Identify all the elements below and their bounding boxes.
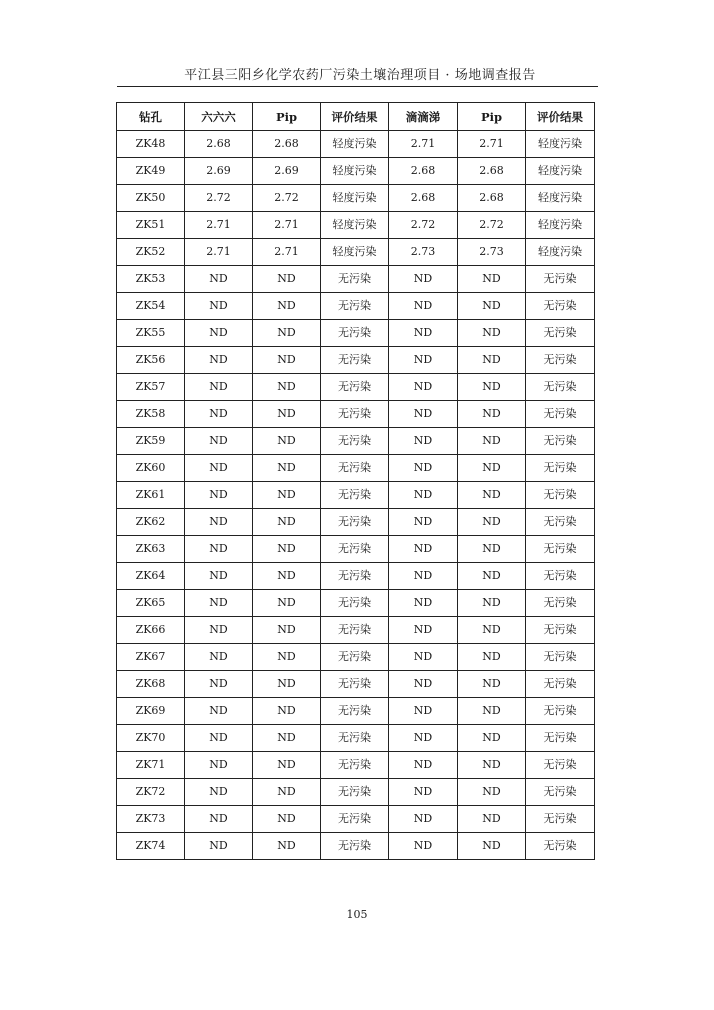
cell-ddt-pip: ND xyxy=(458,779,526,806)
cell-borehole-id: ZK74 xyxy=(117,833,185,860)
cell-borehole-id: ZK63 xyxy=(117,536,185,563)
cell-ddt-value: ND xyxy=(389,617,458,644)
cell-hch-pip: 2.71 xyxy=(253,239,321,266)
table-row xyxy=(117,752,595,779)
table-row xyxy=(117,131,595,158)
cell-borehole-id: ZK52 xyxy=(117,239,185,266)
cell-hch-pip: ND xyxy=(253,779,321,806)
cell-hch-value: ND xyxy=(185,725,253,752)
cell-hch-result: 无污染 xyxy=(321,779,389,806)
cell-ddt-result: 无污染 xyxy=(526,725,595,752)
cell-ddt-pip: ND xyxy=(458,482,526,509)
column-header-ddt: 滴滴涕 xyxy=(389,103,458,131)
cell-hch-pip: ND xyxy=(253,266,321,293)
cell-ddt-value: ND xyxy=(389,509,458,536)
cell-ddt-pip: ND xyxy=(458,752,526,779)
table-row xyxy=(117,536,595,563)
cell-ddt-value: ND xyxy=(389,482,458,509)
page-number: 105 xyxy=(346,908,368,921)
cell-ddt-result: 无污染 xyxy=(526,320,595,347)
table-row xyxy=(117,185,595,212)
cell-borehole-id: ZK71 xyxy=(117,752,185,779)
table-row xyxy=(117,779,595,806)
cell-ddt-value: 2.73 xyxy=(389,239,458,266)
cell-hch-pip: ND xyxy=(253,347,321,374)
cell-hch-result: 轻度污染 xyxy=(321,212,389,239)
cell-borehole-id: ZK69 xyxy=(117,698,185,725)
cell-hch-value: 2.69 xyxy=(185,158,253,185)
cell-borehole-id: ZK53 xyxy=(117,266,185,293)
cell-ddt-result: 无污染 xyxy=(526,455,595,482)
cell-ddt-result: 无污染 xyxy=(526,833,595,860)
cell-hch-pip: ND xyxy=(253,374,321,401)
cell-hch-value: ND xyxy=(185,617,253,644)
cell-hch-value: ND xyxy=(185,401,253,428)
table-row xyxy=(117,590,595,617)
table-body xyxy=(117,131,595,860)
cell-hch-value: ND xyxy=(185,347,253,374)
cell-ddt-result: 无污染 xyxy=(526,779,595,806)
cell-hch-pip: ND xyxy=(253,536,321,563)
cell-ddt-value: ND xyxy=(389,455,458,482)
table-row xyxy=(117,455,595,482)
cell-ddt-result: 无污染 xyxy=(526,563,595,590)
cell-ddt-value: ND xyxy=(389,320,458,347)
cell-hch-result: 轻度污染 xyxy=(321,239,389,266)
cell-ddt-value: ND xyxy=(389,833,458,860)
cell-ddt-value: ND xyxy=(389,563,458,590)
cell-ddt-result: 无污染 xyxy=(526,671,595,698)
cell-hch-result: 无污染 xyxy=(321,806,389,833)
cell-ddt-pip: ND xyxy=(458,590,526,617)
cell-hch-result: 无污染 xyxy=(321,320,389,347)
cell-ddt-pip: ND xyxy=(458,455,526,482)
cell-ddt-value: ND xyxy=(389,725,458,752)
cell-ddt-result: 无污染 xyxy=(526,536,595,563)
cell-ddt-pip: ND xyxy=(458,671,526,698)
cell-hch-pip: ND xyxy=(253,320,321,347)
soil-assessment-table xyxy=(116,102,595,860)
cell-hch-pip: ND xyxy=(253,428,321,455)
cell-ddt-pip: ND xyxy=(458,563,526,590)
cell-hch-pip: ND xyxy=(253,644,321,671)
cell-hch-result: 无污染 xyxy=(321,644,389,671)
table-header-row xyxy=(117,103,595,131)
cell-borehole-id: ZK59 xyxy=(117,428,185,455)
table-row xyxy=(117,725,595,752)
cell-hch-pip: ND xyxy=(253,752,321,779)
cell-ddt-result: 无污染 xyxy=(526,293,595,320)
table-row xyxy=(117,401,595,428)
cell-hch-value: ND xyxy=(185,428,253,455)
cell-hch-result: 无污染 xyxy=(321,563,389,590)
cell-ddt-result: 轻度污染 xyxy=(526,158,595,185)
cell-ddt-value: ND xyxy=(389,347,458,374)
cell-ddt-result: 无污染 xyxy=(526,698,595,725)
cell-ddt-pip: ND xyxy=(458,536,526,563)
cell-borehole-id: ZK73 xyxy=(117,806,185,833)
cell-hch-result: 无污染 xyxy=(321,752,389,779)
cell-borehole-id: ZK70 xyxy=(117,725,185,752)
cell-ddt-value: ND xyxy=(389,266,458,293)
cell-hch-pip: ND xyxy=(253,806,321,833)
cell-ddt-pip: 2.73 xyxy=(458,239,526,266)
table-row xyxy=(117,671,595,698)
cell-ddt-result: 无污染 xyxy=(526,752,595,779)
cell-hch-value: ND xyxy=(185,536,253,563)
column-header-pip-hch: Pip xyxy=(253,103,321,131)
cell-ddt-pip: ND xyxy=(458,293,526,320)
cell-hch-result: 无污染 xyxy=(321,509,389,536)
cell-hch-value: ND xyxy=(185,293,253,320)
cell-ddt-pip: ND xyxy=(458,374,526,401)
cell-borehole-id: ZK56 xyxy=(117,347,185,374)
cell-ddt-value: ND xyxy=(389,644,458,671)
cell-ddt-result: 无污染 xyxy=(526,509,595,536)
cell-hch-pip: 2.71 xyxy=(253,212,321,239)
table-row xyxy=(117,239,595,266)
cell-ddt-value: ND xyxy=(389,806,458,833)
cell-ddt-result: 轻度污染 xyxy=(526,185,595,212)
cell-ddt-result: 轻度污染 xyxy=(526,212,595,239)
cell-ddt-result: 无污染 xyxy=(526,266,595,293)
table-row xyxy=(117,617,595,644)
cell-hch-value: ND xyxy=(185,590,253,617)
cell-hch-result: 无污染 xyxy=(321,725,389,752)
cell-hch-result: 轻度污染 xyxy=(321,131,389,158)
table-row xyxy=(117,698,595,725)
table-row xyxy=(117,509,595,536)
cell-hch-result: 无污染 xyxy=(321,590,389,617)
cell-hch-result: 轻度污染 xyxy=(321,185,389,212)
cell-hch-result: 无污染 xyxy=(321,536,389,563)
cell-hch-pip: ND xyxy=(253,293,321,320)
cell-ddt-value: ND xyxy=(389,374,458,401)
column-header-result-hch: 评价结果 xyxy=(321,103,389,131)
cell-ddt-result: 无污染 xyxy=(526,806,595,833)
cell-ddt-pip: ND xyxy=(458,644,526,671)
cell-hch-value: ND xyxy=(185,563,253,590)
table-row xyxy=(117,320,595,347)
cell-ddt-result: 无污染 xyxy=(526,617,595,644)
cell-hch-value: ND xyxy=(185,455,253,482)
cell-borehole-id: ZK57 xyxy=(117,374,185,401)
cell-hch-pip: ND xyxy=(253,482,321,509)
cell-hch-value: ND xyxy=(185,752,253,779)
page-header-title: 平江县三阳乡化学农药厂污染土壤治理项目 · 场地调查报告 xyxy=(184,68,536,83)
table-row xyxy=(117,644,595,671)
cell-hch-result: 无污染 xyxy=(321,833,389,860)
cell-hch-pip: ND xyxy=(253,833,321,860)
cell-borehole-id: ZK49 xyxy=(117,158,185,185)
column-header-borehole: 钻孔 xyxy=(117,103,185,131)
cell-hch-pip: ND xyxy=(253,509,321,536)
cell-ddt-value: ND xyxy=(389,671,458,698)
cell-hch-pip: 2.68 xyxy=(253,131,321,158)
cell-ddt-pip: ND xyxy=(458,428,526,455)
cell-ddt-result: 无污染 xyxy=(526,428,595,455)
cell-ddt-value: ND xyxy=(389,536,458,563)
cell-ddt-pip: 2.68 xyxy=(458,185,526,212)
cell-ddt-pip: 2.72 xyxy=(458,212,526,239)
cell-ddt-pip: ND xyxy=(458,806,526,833)
cell-hch-value: ND xyxy=(185,671,253,698)
cell-hch-result: 轻度污染 xyxy=(321,158,389,185)
cell-ddt-pip: ND xyxy=(458,617,526,644)
cell-hch-value: ND xyxy=(185,320,253,347)
cell-ddt-result: 无污染 xyxy=(526,482,595,509)
cell-hch-value: 2.71 xyxy=(185,239,253,266)
cell-borehole-id: ZK67 xyxy=(117,644,185,671)
cell-hch-pip: ND xyxy=(253,590,321,617)
cell-ddt-pip: ND xyxy=(458,725,526,752)
cell-borehole-id: ZK61 xyxy=(117,482,185,509)
table-row xyxy=(117,158,595,185)
cell-hch-result: 无污染 xyxy=(321,266,389,293)
cell-ddt-value: ND xyxy=(389,401,458,428)
cell-ddt-result: 无污染 xyxy=(526,347,595,374)
cell-hch-result: 无污染 xyxy=(321,428,389,455)
cell-hch-result: 无污染 xyxy=(321,293,389,320)
cell-hch-value: ND xyxy=(185,482,253,509)
cell-borehole-id: ZK62 xyxy=(117,509,185,536)
cell-ddt-pip: 2.71 xyxy=(458,131,526,158)
table-row xyxy=(117,482,595,509)
cell-ddt-result: 无污染 xyxy=(526,644,595,671)
table-row xyxy=(117,374,595,401)
cell-hch-value: ND xyxy=(185,374,253,401)
cell-borehole-id: ZK65 xyxy=(117,590,185,617)
column-header-pip-ddt: Pip xyxy=(458,103,526,131)
cell-hch-value: ND xyxy=(185,644,253,671)
cell-borehole-id: ZK54 xyxy=(117,293,185,320)
cell-hch-result: 无污染 xyxy=(321,347,389,374)
cell-ddt-result: 无污染 xyxy=(526,374,595,401)
cell-hch-result: 无污染 xyxy=(321,401,389,428)
cell-borehole-id: ZK51 xyxy=(117,212,185,239)
cell-ddt-pip: ND xyxy=(458,833,526,860)
cell-ddt-value: ND xyxy=(389,779,458,806)
cell-ddt-value: 2.72 xyxy=(389,212,458,239)
cell-ddt-value: ND xyxy=(389,293,458,320)
cell-hch-value: ND xyxy=(185,509,253,536)
cell-borehole-id: ZK72 xyxy=(117,779,185,806)
cell-ddt-result: 无污染 xyxy=(526,590,595,617)
cell-ddt-value: 2.68 xyxy=(389,158,458,185)
cell-hch-value: ND xyxy=(185,779,253,806)
column-header-result-ddt: 评价结果 xyxy=(526,103,595,131)
cell-hch-value: ND xyxy=(185,833,253,860)
cell-hch-pip: ND xyxy=(253,698,321,725)
header-rule xyxy=(117,86,598,87)
cell-ddt-value: ND xyxy=(389,752,458,779)
cell-ddt-value: ND xyxy=(389,590,458,617)
cell-hch-pip: ND xyxy=(253,455,321,482)
cell-hch-result: 无污染 xyxy=(321,455,389,482)
cell-hch-value: ND xyxy=(185,266,253,293)
table-row xyxy=(117,428,595,455)
cell-ddt-pip: ND xyxy=(458,698,526,725)
table-row xyxy=(117,806,595,833)
cell-ddt-value: 2.68 xyxy=(389,185,458,212)
cell-borehole-id: ZK64 xyxy=(117,563,185,590)
cell-hch-pip: ND xyxy=(253,617,321,644)
table-row xyxy=(117,347,595,374)
cell-ddt-result: 无污染 xyxy=(526,401,595,428)
cell-ddt-pip: ND xyxy=(458,320,526,347)
column-header-hch: 六六六 xyxy=(185,103,253,131)
table-row xyxy=(117,212,595,239)
cell-borehole-id: ZK60 xyxy=(117,455,185,482)
table-row xyxy=(117,563,595,590)
cell-borehole-id: ZK55 xyxy=(117,320,185,347)
cell-ddt-result: 轻度污染 xyxy=(526,239,595,266)
table-row xyxy=(117,266,595,293)
cell-ddt-pip: ND xyxy=(458,347,526,374)
cell-ddt-pip: ND xyxy=(458,509,526,536)
cell-hch-result: 无污染 xyxy=(321,374,389,401)
cell-borehole-id: ZK58 xyxy=(117,401,185,428)
cell-hch-pip: ND xyxy=(253,401,321,428)
cell-hch-value: 2.71 xyxy=(185,212,253,239)
cell-ddt-result: 轻度污染 xyxy=(526,131,595,158)
cell-ddt-value: ND xyxy=(389,428,458,455)
cell-borehole-id: ZK66 xyxy=(117,617,185,644)
cell-ddt-pip: 2.68 xyxy=(458,158,526,185)
cell-hch-value: 2.72 xyxy=(185,185,253,212)
cell-hch-value: ND xyxy=(185,806,253,833)
cell-hch-result: 无污染 xyxy=(321,617,389,644)
cell-borehole-id: ZK68 xyxy=(117,671,185,698)
cell-ddt-value: 2.71 xyxy=(389,131,458,158)
cell-hch-result: 无污染 xyxy=(321,698,389,725)
cell-ddt-pip: ND xyxy=(458,401,526,428)
table-row xyxy=(117,833,595,860)
cell-hch-result: 无污染 xyxy=(321,482,389,509)
cell-hch-pip: 2.69 xyxy=(253,158,321,185)
cell-hch-pip: ND xyxy=(253,725,321,752)
cell-hch-pip: ND xyxy=(253,671,321,698)
cell-hch-value: 2.68 xyxy=(185,131,253,158)
cell-ddt-value: ND xyxy=(389,698,458,725)
cell-hch-pip: ND xyxy=(253,563,321,590)
cell-hch-value: ND xyxy=(185,698,253,725)
cell-hch-pip: 2.72 xyxy=(253,185,321,212)
cell-borehole-id: ZK48 xyxy=(117,131,185,158)
cell-borehole-id: ZK50 xyxy=(117,185,185,212)
cell-hch-result: 无污染 xyxy=(321,671,389,698)
table-row xyxy=(117,293,595,320)
cell-ddt-pip: ND xyxy=(458,266,526,293)
